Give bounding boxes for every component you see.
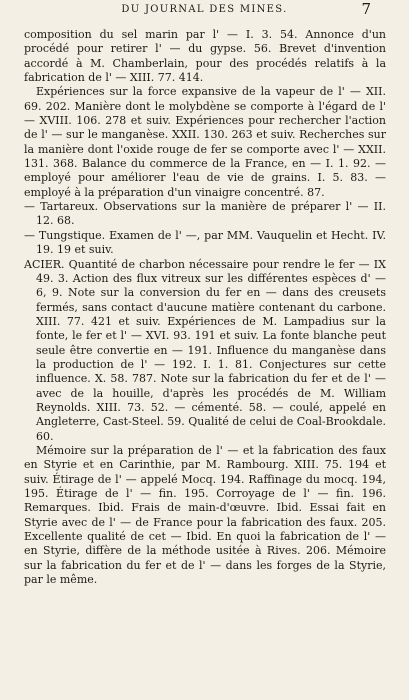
index-entry-tartareux: — Tartareux. Observations sur la manière de préparer l' — II. 12. 68. (24, 200, 386, 228)
page-number: 7 (361, 0, 371, 18)
index-entry-paragraph: Expériences sur la force expansive de la vapeur de l' — XII. 69. 202. Manière dont le molybdène se comporte à l'égard de l' — XVIII. 106. 278 et suiv. Expériences pour rechercher l'action de l' — sur le manganèse. XXII. 130. 263 et suiv. Recherches sur la manière dont l'oxide rouge de fer se comporte avec l' — XXII. 131. 368. Balance du commerce de la France, en — I. 1. 92. — employé pour améliorer l'eau de vie de grains. I. 5. 83. — employé à la préparation d'un vinaigre concentré. 87. (24, 85, 386, 199)
index-entry-paragraph: Mémoire sur la préparation de l' — et la fabrication des faux en Styrie et en Carinthie, par M. Rambourg. XIII. 75. 194 et suiv. Étirage de l' — appelé Mocq. 194. Raffinage du mocq. 194, 195. Étirage de l' — fin. 195. Corroyage de l' — fin. 196. Remarques. Ibid. Frais de main-d'œuvre. Ibid. Essai fait en Styrie avec de l' — de France pour la fabrication des faux. 205. Excellente qualité de cet — Ibid. En quoi la fabrication de l' — en Styrie, diffère de la méthode usitée à Rives. 206. Mémoire sur la fabrication du fer et de l' — dans les forges de la Styrie, par le même. (24, 443, 386, 587)
page-header (0, 0, 409, 22)
index-entry-continuation: composition du sel marin par l' — I. 3. 54. Annonce d'un procédé pour retirer l' — du gypse. 56. Brevet d'invention accordé à M. Chamberlain, pour des procédés relatifs à la fabrication de l' — XIII. 77. 414. (24, 28, 386, 85)
running-title: DU JOURNAL DES MINES. (121, 4, 288, 15)
index-entry-acier: ACIER. Quantité de charbon nécessaire pour rendre le fer — IX 49. 3. Action des flux vitreux sur les différentes espèces d' — 6, 9. Note sur la conversion du fer en — dans des creusets fermés, sans contact d'aucune matière contenant du carbone. XIII. 77. 421 et suiv. Expériences de M. Lampadius sur la fonte, le fer et l' — XVI. 93. 191 et suiv. La fonte blanche peut seule être convertie en — 191. Influence du manganèse dans la production de l' — 192. I. 1. 81. Conjectures sur cette influence. X. 58. 787. Note sur la fabrication du fer et de l' — avec de la houille, d'après les procédés de M. William Reynolds. XIII. 73. 52. — cémenté. 58. — coulé, appelé en Angleterre, Cast-Steel. 59. Qualité de celui de Coal-Brookdale. 60. (24, 257, 386, 443)
index-entry-tungstique: — Tungstique. Examen de l' —, par MM. Vauquelin et Hecht. IV. 19. 19 et suiv. (24, 228, 386, 257)
index-text (24, 28, 386, 587)
